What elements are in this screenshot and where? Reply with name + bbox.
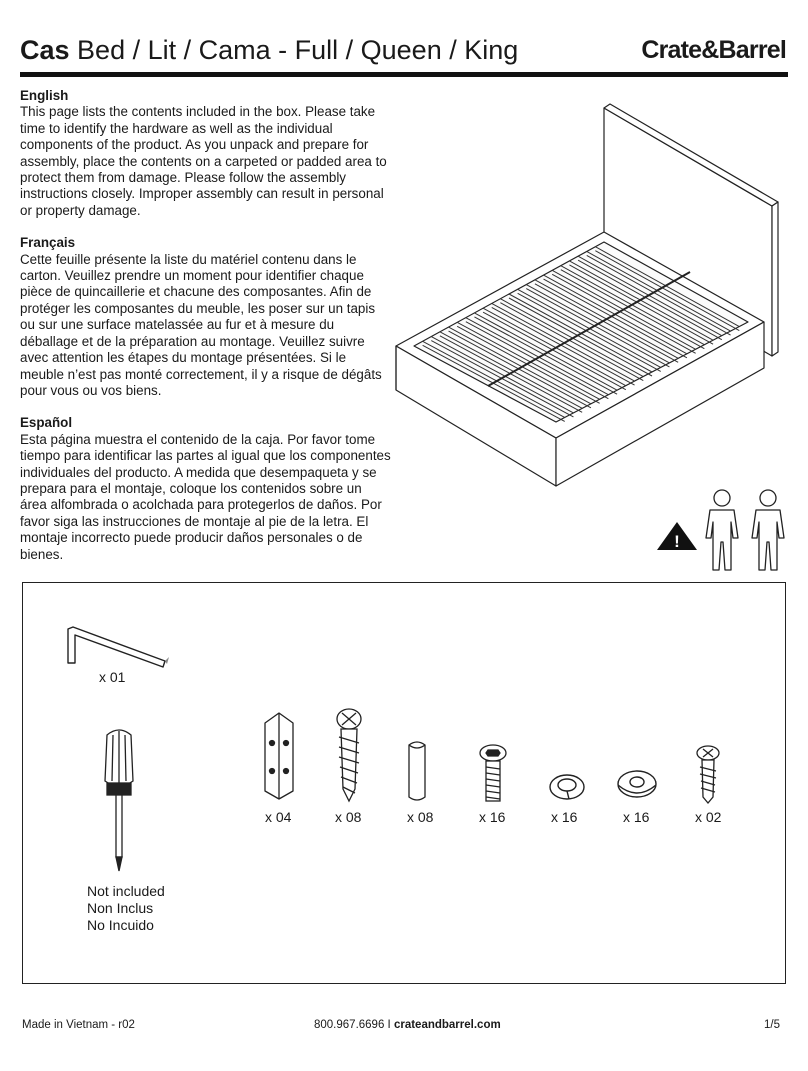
lock-washer-qty: x 16 [551, 809, 578, 825]
french-body: Cette feuille présente la liste du matériel contenu dans le carton. Veuillez prendre un moment pour identifier chaque pièce de quincaillerie et chacune des composantes. Afin de protéger les composantes du meuble, les poser sur un tapis ou sur une surface matelassée au fur et à mesure du déballage et de la préparation au montage. Veuillez suivre avec attention les étapes du montage présentées. Si le meuble n’est pas monté correctement, il y a risque de dégâts pour vous ou vos biens. [20, 251, 382, 398]
not-included-note [87, 883, 165, 934]
two-person-assembly-icon [655, 486, 790, 574]
dowel-icon [405, 739, 429, 805]
english-heading: English [20, 88, 69, 103]
page-number: 1/5 [764, 1019, 780, 1031]
instructions-text [20, 88, 392, 579]
page-title [20, 32, 518, 68]
product-name: Bed / Lit / Cama - Full / Queen / King [77, 35, 519, 65]
bracket-qty: x 04 [265, 809, 292, 825]
made-in-label: Made in Vietnam - r02 [22, 1019, 135, 1031]
wood-screw-icon [331, 707, 367, 803]
bed-illustration [390, 100, 782, 492]
french-section [20, 235, 392, 399]
allen-key-icon [63, 619, 173, 669]
french-heading: Français [20, 235, 76, 251]
not-included-fr: Non Inclus [87, 900, 154, 916]
lock-washer-icon [547, 771, 587, 803]
warning-icon [657, 522, 697, 551]
spanish-body: Esta página muestra el contenido de la caja. Por favor tome tiempo para identificar las partes al igual que los componentes individuales del producto. A medida que desempaqueta y se prepara para el montaje, coloque los contenidos sobre un área alfombrada o acolchada para protegerlos de daños. Por favor siga las instrucciones de montaje al pie de la letra. El montaje incorrecto puede producir daños personales o de bienes. [20, 431, 391, 562]
english-section [20, 88, 392, 219]
person-left [706, 490, 738, 570]
brand-logo: Crate&Barrel [641, 36, 786, 64]
not-included-en: Not included [87, 883, 165, 899]
wood-screw-qty: x 08 [335, 809, 362, 825]
allen-key-qty: x 01 [99, 669, 126, 685]
model-name: Cas [20, 35, 70, 65]
bolt-qty: x 16 [479, 809, 506, 825]
english-body: This page lists the contents included in the box. Please take time to identify the hardware as well as the individual components of the product. As you unpack and prepare for assembly, place the contents on a carpeted or padded area to protect them from damage. Please follow the assembly instructions closely. Improper assembly can result in personal or property damage. [20, 104, 387, 218]
small-screw-qty: x 02 [695, 809, 722, 825]
warning-symbol: ! [674, 532, 680, 551]
person-right [752, 490, 784, 570]
contents-box [22, 582, 786, 984]
spanish-section [20, 415, 392, 563]
header [20, 32, 788, 72]
flat-washer-icon [615, 767, 659, 801]
not-included-es: No Incuido [87, 917, 154, 933]
contact-info [314, 1018, 501, 1032]
phone-number: 800.967.6696 I [314, 1019, 391, 1031]
dowel-qty: x 08 [407, 809, 434, 825]
flat-washer-qty: x 16 [623, 809, 650, 825]
spanish-heading: Español [20, 415, 73, 431]
header-divider [20, 72, 788, 77]
bolt-icon [477, 743, 509, 805]
screwdriver-icon [97, 725, 141, 875]
small-screw-icon [693, 745, 723, 805]
website-link[interactable]: crateandbarrel.com [393, 1019, 501, 1031]
corner-bracket-icon [259, 711, 299, 801]
